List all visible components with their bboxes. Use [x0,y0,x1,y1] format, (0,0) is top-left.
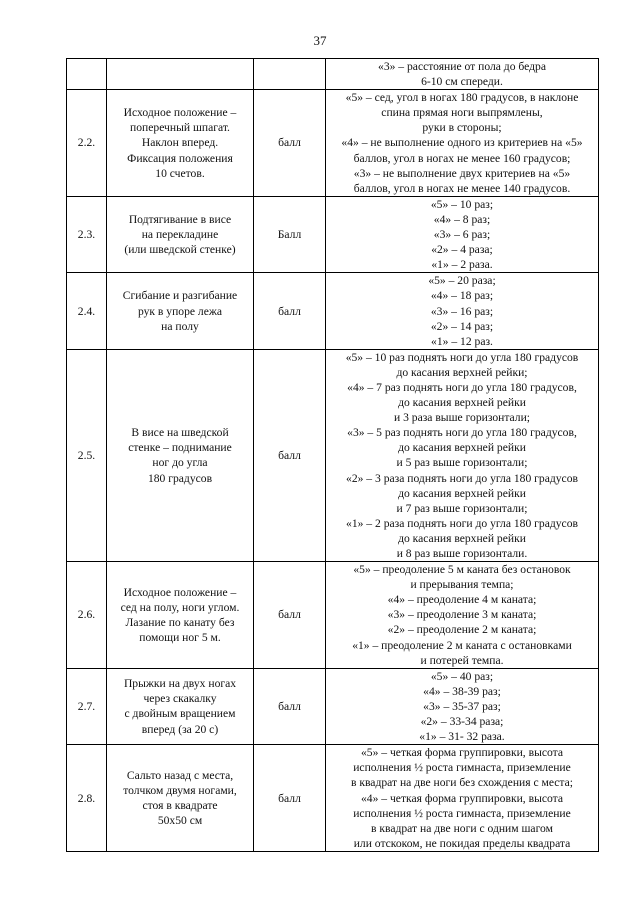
table-row [67,562,599,669]
exercise-name-cell [107,745,254,852]
criteria-line: и потерей темпа. [420,653,504,667]
criteria-cell [326,273,599,349]
row-number-cell: 2.7. [67,668,107,744]
criteria-line: «1» – 2 раза. [431,258,493,272]
criteria-line: «4» – 8 раз; [433,212,491,226]
exercise-name-line: Сгибание и разгибание [122,289,238,303]
criteria-line: и 7 раз выше горизонтали; [396,501,528,515]
criteria-cell [326,196,599,272]
criteria-line: и 5 раз выше горизонтали; [396,456,528,470]
table-row-continuation [67,59,599,90]
exercise-name-line: Сальто назад с места, [126,768,234,782]
criteria-line: «4» – не выполнение одного из критериев на «5» [341,136,583,150]
row-number-cell [67,59,107,90]
exercise-name-line: В висе на шведской [131,426,229,440]
unit-cell [254,59,326,90]
exercise-name-line: поперечный шпагат. [130,121,230,135]
exercise-name-line: стоя в квадрате [142,799,218,813]
exercise-name-cell [107,349,254,561]
unit-cell: балл [254,349,326,561]
exercise-name-line: сед на полу, ноги углом. [120,600,240,614]
criteria-line: «4» – четкая форма группировки, высота [360,791,563,805]
unit-cell: балл [254,90,326,197]
criteria-line: «1» – 31- 32 раза. [419,730,505,744]
exercise-name-line: (или шведской стенке) [124,243,236,257]
exercise-name-line: Лазание по канату без [125,615,235,629]
criteria-line: «5» – 10 раз; [430,197,494,211]
exercise-name-line: вперед (за 20 с) [141,722,219,736]
criteria-line: 6-10 см спереди. [421,75,503,89]
exercise-name-cell [107,59,254,90]
criteria-cell [326,90,599,197]
exercise-name-line: на полу [161,319,199,333]
exercise-name-line: рук в упоре лежа [137,304,223,318]
criteria-line: спина прямая ноги выпрямлены, [381,106,543,120]
criteria-line: и 8 раз выше горизонтали. [396,547,528,560]
row-number-cell: 2.3. [67,196,107,272]
criteria-line: «2» – 33-34 раза; [420,715,504,729]
criteria-cell [326,562,599,669]
criteria-line: «5» – 10 раз поднять ноги до угла 180 градусов [345,350,579,364]
criteria-cell [326,668,599,744]
criteria-cell [326,745,599,852]
table-row [67,273,599,349]
exercise-name-cell [107,196,254,272]
standards-table-body [67,59,599,852]
criteria-line: или отскоком, не покидая пределы квадрата [353,836,571,850]
unit-cell: балл [254,668,326,744]
standards-table [66,58,599,852]
exercise-name-line: 180 градусов [147,471,213,485]
exercise-name-line: стенке – поднимание [128,441,232,455]
exercise-name-line: толчком двумя ногами, [123,783,237,797]
row-number-cell: 2.5. [67,349,107,561]
row-number-cell: 2.8. [67,745,107,852]
criteria-line: «2» – 14 раз; [430,319,494,333]
criteria-line: «1» – преодоление 2 м каната с остановками [352,638,572,652]
criteria-line: «3» – 6 раз; [433,228,491,242]
criteria-line: «2» – 4 раза; [431,243,493,257]
criteria-line: исполнения ½ роста гимнаста, приземление [353,761,571,775]
exercise-name-line: Наклон вперед. [141,136,219,150]
table-row [67,90,599,197]
criteria-line: «5» – четкая форма группировки, высота [360,746,563,760]
exercise-name-cell [107,90,254,197]
exercise-name-cell [107,562,254,669]
criteria-line: «3» – расстояние от пола до бедра [378,60,546,73]
criteria-line: до касания верхней рейки; [396,365,528,379]
criteria-line: исполнения ½ роста гимнаста, приземление [353,806,571,820]
criteria-line: «5» – 40 раз; [430,669,494,683]
criteria-cell [326,349,599,561]
exercise-name-cell [107,668,254,744]
criteria-line: в квадрат на две ноги с одним шагом [371,821,553,835]
exercise-name-cell [107,273,254,349]
exercise-name-line: Исходное положение – [123,585,237,599]
criteria-line: «3» – не выполнение двух критериев на «5» [353,166,571,180]
row-number-cell: 2.6. [67,562,107,669]
criteria-cell [326,59,599,90]
criteria-line: «4» – 18 раз; [430,289,494,303]
table-row [67,196,599,272]
exercise-name-line: на перекладине [141,228,219,242]
unit-cell: балл [254,273,326,349]
criteria-line: баллов, угол в ногах не менее 160 градусов; [353,151,571,165]
criteria-line: в квадрат на две ноги без схождения с места; [350,776,574,790]
criteria-line: «3» – преодоление 3 м каната; [387,608,537,622]
criteria-line: до касания верхней рейки [398,441,526,455]
row-number-cell: 2.4. [67,273,107,349]
criteria-line: «4» – 7 раз поднять ноги до угла 180 градусов, [347,380,577,394]
criteria-line: «1» – 2 раза поднять ноги до угла 180 градусов [346,516,578,530]
exercise-name-line: через скакалку [143,692,217,706]
criteria-line: до касания верхней рейки [398,486,526,500]
criteria-line: «5» – сед, угол в ногах 180 градусов, в наклоне [345,91,579,105]
criteria-line: «4» – 38-39 раз; [423,684,501,698]
exercise-name-line: 50х50 см [157,814,203,828]
table-row [67,668,599,744]
exercise-name-line: помощи ног 5 м. [139,631,221,645]
criteria-line: руки в стороны; [422,121,502,135]
criteria-line: «2» – преодоление 2 м каната; [387,623,537,637]
criteria-line: до касания верхней рейки [398,531,526,545]
criteria-line: «3» – 35-37 раз; [423,699,501,713]
unit-cell: Балл [254,196,326,272]
unit-cell: балл [254,745,326,852]
exercise-name-line: с двойным вращением [124,707,236,721]
row-number-cell: 2.2. [67,90,107,197]
criteria-line: «3» – 5 раз поднять ноги до угла 180 градусов, [347,426,577,440]
criteria-line: «4» – преодоление 4 м каната; [387,593,537,607]
exercise-name-line: 10 счетов. [155,166,205,180]
criteria-line: «3» – 16 раз; [430,304,494,318]
criteria-line: и прерывания темпа; [410,578,514,592]
table-row [67,349,599,561]
exercise-name-line: Подтягивание в висе [128,212,232,226]
exercise-name-line: Фиксация положения [127,151,233,165]
table-row [67,745,599,852]
criteria-line: баллов, угол в ногах не менее 140 градусов. [353,181,571,195]
page-number: 37 [313,33,327,48]
criteria-line: до касания верхней рейки [398,396,526,410]
criteria-line: «2» – 3 раза поднять ноги до угла 180 градусов [346,471,578,485]
criteria-line: «5» – 20 раза; [428,274,496,288]
criteria-line: «5» – преодоление 5 м каната без остановок [353,563,571,577]
exercise-name-line: Прыжки на двух ногах [123,677,237,691]
exercise-name-line: Исходное положение – [123,106,237,120]
unit-cell: балл [254,562,326,669]
criteria-line: и 3 раза выше горизонтали; [393,411,531,425]
exercise-name-line: ног до угла [152,456,208,470]
criteria-line: «1» – 12 раз. [431,334,493,348]
